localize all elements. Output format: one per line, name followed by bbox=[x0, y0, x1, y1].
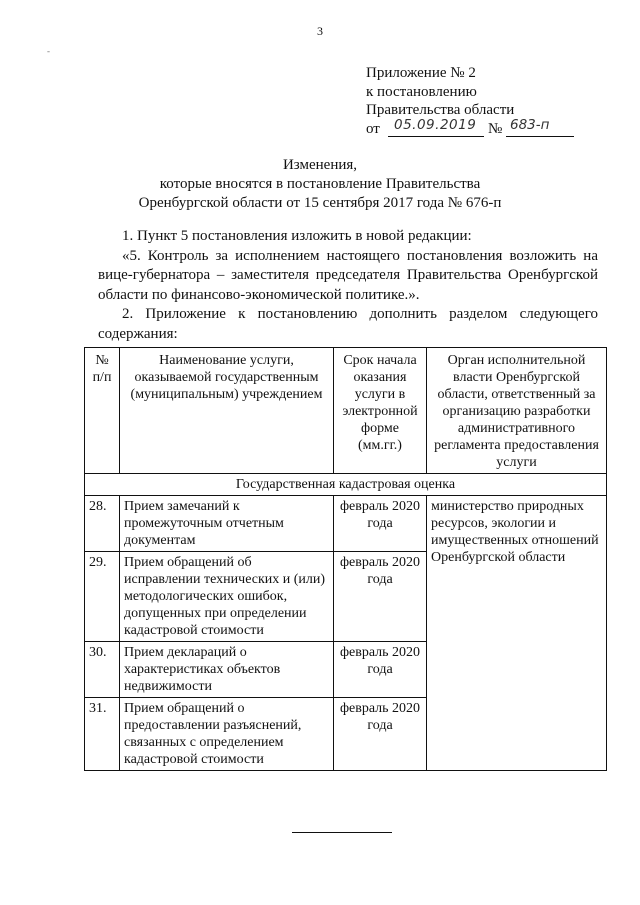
end-divider bbox=[292, 832, 392, 833]
paragraph-3: 2. Приложение к постановлению дополнить разделом следующего содержания: bbox=[98, 306, 598, 342]
paragraph-1: 1. Пункт 5 постановления изложить в новой редакции: bbox=[122, 228, 472, 244]
date-underline bbox=[388, 136, 484, 137]
row-num: 29. bbox=[85, 552, 120, 642]
handwritten-number: 683-п bbox=[510, 116, 550, 133]
appendix-line-2: к постановлению bbox=[366, 83, 477, 100]
title-line-2: которые вносятся в постановление Правительства bbox=[159, 176, 481, 192]
row-term: февраль 2020 года bbox=[334, 552, 427, 642]
table-header-row bbox=[85, 348, 607, 474]
page-number: 3 bbox=[317, 24, 323, 38]
header-organ: Орган исполнительной власти Оренбургской области, ответственный за организацию разработки административного регламента предоставления услуги bbox=[427, 348, 607, 474]
title-line-3: Оренбургской области от 15 сентября 2017 года № 676-п bbox=[138, 195, 502, 211]
row-num: 30. bbox=[85, 642, 120, 698]
row-num: 28. bbox=[85, 496, 120, 552]
stray-mark: - bbox=[47, 46, 50, 56]
appendix-line-3: Правительства области bbox=[366, 102, 515, 118]
document-title bbox=[0, 156, 640, 213]
responsible-organ: министерство природных ресурсов, экологии и имущественных отношений Оренбургской области bbox=[427, 496, 607, 771]
row-service-name: Прием обращений о предоставлении разъяснений, связанных с определением кадастровой стоимости bbox=[120, 698, 334, 771]
row-service-name: Прием замечаний к промежуточным отчетным документам bbox=[120, 496, 334, 552]
row-service-name: Прием деклараций о характеристиках объектов недвижимости bbox=[120, 642, 334, 698]
row-term: февраль 2020 года bbox=[334, 698, 427, 771]
title-line-1: Изменения, bbox=[282, 157, 358, 173]
section-row bbox=[85, 474, 607, 496]
appendix-ot: от bbox=[366, 120, 380, 137]
appendix-date-number-row bbox=[366, 116, 606, 140]
handwritten-date: 05.09.2019 bbox=[394, 116, 477, 133]
section-title: Государственная кадастровая оценка bbox=[85, 474, 607, 496]
row-term: февраль 2020 года bbox=[334, 496, 427, 552]
row-term: февраль 2020 года bbox=[334, 642, 427, 698]
services-table bbox=[84, 347, 607, 771]
header-name: Наименование услуги, оказываемой государственным (муниципальным) учреждением bbox=[120, 348, 334, 474]
appendix-block bbox=[366, 64, 606, 140]
appendix-title: Приложение № 2 bbox=[366, 65, 476, 81]
number-sign: № bbox=[488, 120, 503, 137]
header-num: № п/п bbox=[85, 348, 120, 474]
row-num: 31. bbox=[85, 698, 120, 771]
body-text bbox=[98, 227, 598, 344]
number-underline bbox=[506, 136, 574, 137]
paragraph-2: «5. Контроль за исполнением настоящего постановления возложить на вице-губернатора – заместителя председателя Правительства Оренбургской области по финансово-экономической политике.». bbox=[98, 247, 598, 303]
row-service-name: Прием обращений об исправлении технических и (или) методологических ошибок, допущенных при определении кадастровой стоимости bbox=[120, 552, 334, 642]
table-row bbox=[85, 496, 607, 552]
header-term: Срок начала оказания услуги в электронной форме (мм.гг.) bbox=[334, 348, 427, 474]
